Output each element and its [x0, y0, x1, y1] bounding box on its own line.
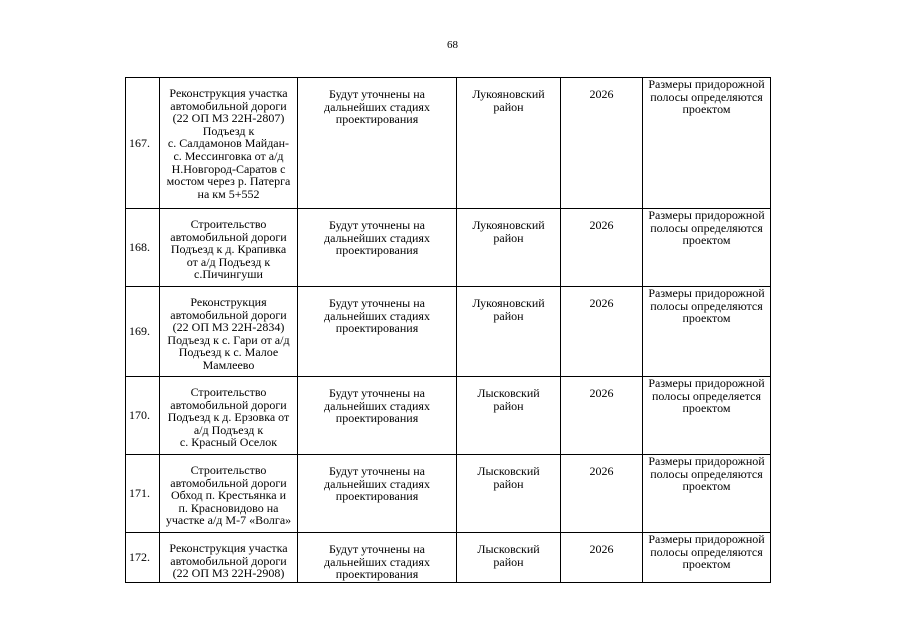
object-parameters: Будут уточнены на дальнейших стадиях проектирования [298, 377, 457, 455]
object-year: 2026 [561, 533, 643, 583]
table-row-169 [126, 287, 771, 377]
object-notes: Размеры придорожной полосы определяются проектом [643, 455, 771, 533]
object-parameters: Будут уточнены на дальнейших стадиях проектирования [298, 455, 457, 533]
page-number: 68 [447, 39, 458, 51]
object-notes: Размеры придорожной полосы определяются проектом [643, 209, 771, 287]
object-district: Лысковский район [457, 455, 561, 533]
object-name: Реконструкция участка автомобильной дороги (22 ОП М3 22Н-2807) Подъезд к с. Салдамонов Майдан- с. Мессинговка от а/д Н.Новгород-Саратов с мостом через р. Патерга на км 5+552 [160, 78, 298, 209]
table-row-172 [126, 533, 771, 583]
road-projects-table [125, 77, 771, 583]
object-parameters: Будут уточнены на дальнейших стадиях проектирования [298, 287, 457, 377]
object-year: 2026 [561, 78, 643, 209]
row-number: 170. [126, 377, 160, 455]
object-district: Лысковский район [457, 533, 561, 583]
object-name: Строительство автомобильной дороги Подъезд к д. Ерзовка от а/д Подъезд к с. Красный Оселок [160, 377, 298, 455]
object-notes: Размеры придорожной полосы определяются проектом [643, 78, 771, 209]
object-name: Строительство автомобильной дороги Обход п. Крестьянка и п. Красновидово на участке а/д М-7 «Волга» [160, 455, 298, 533]
row-number: 169. [126, 287, 160, 377]
object-year: 2026 [561, 455, 643, 533]
row-number: 168. [126, 209, 160, 287]
object-district: Лукояновский район [457, 209, 561, 287]
object-notes: Размеры придорожной полосы определяются проектом [643, 533, 771, 583]
object-name: Строительство автомобильной дороги Подъезд к д. Крапивка от а/д Подъезд к с.Пичингуши [160, 209, 298, 287]
object-notes: Размеры придорожной полосы определяется проектом [643, 377, 771, 455]
row-number: 167. [126, 78, 160, 209]
table-row-171 [126, 455, 771, 533]
object-year: 2026 [561, 287, 643, 377]
object-year: 2026 [561, 377, 643, 455]
object-name: Реконструкция участка автомобильной дороги (22 ОП М3 22Н-2908) [160, 533, 298, 583]
object-district: Лысковский район [457, 377, 561, 455]
object-name: Реконструкция автомобильной дороги (22 ОП М3 22Н-2834) Подъезд к с. Гари от а/д Подъезд к с. Малое Мамлеево [160, 287, 298, 377]
object-notes: Размеры придорожной полосы определяются проектом [643, 287, 771, 377]
object-district: Лукояновский район [457, 78, 561, 209]
object-year: 2026 [561, 209, 643, 287]
object-parameters: Будут уточнены на дальнейших стадиях проектирования [298, 533, 457, 583]
object-parameters: Будут уточнены на дальнейших стадиях проектирования [298, 209, 457, 287]
row-number: 171. [126, 455, 160, 533]
table-row-167 [126, 78, 771, 209]
object-district: Лукояновский район [457, 287, 561, 377]
table-row-170 [126, 377, 771, 455]
object-parameters: Будут уточнены на дальнейших стадиях проектирования [298, 78, 457, 209]
row-number: 172. [126, 533, 160, 583]
table-row-168 [126, 209, 771, 287]
